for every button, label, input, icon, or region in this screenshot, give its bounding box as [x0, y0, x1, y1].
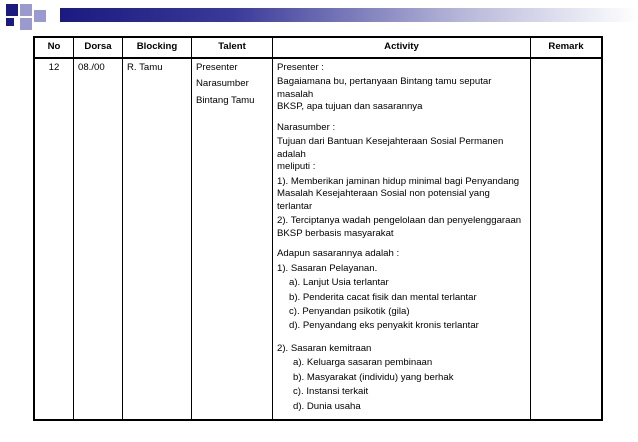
decor-square [6, 4, 18, 16]
sasaran-2-item: b). Masyarakat (individu) yang berhak [293, 371, 454, 383]
sasaran-intro: Adapun sasarannya adalah : [277, 248, 400, 260]
table-row [34, 58, 602, 420]
script-table [33, 36, 603, 421]
sasaran-2-item: c). Instansi terkait [293, 386, 369, 398]
sasaran-1-item: b). Penderita cacat fisik dan mental terlantar [289, 291, 477, 303]
header-blocking: Blocking [123, 37, 192, 58]
text-line: meliputi : [277, 161, 316, 173]
header-gradient-bar [60, 8, 638, 22]
decor-square [34, 10, 46, 22]
slide-header-band [0, 0, 638, 30]
narasumber-label: Narasumber : [277, 121, 336, 133]
talent-item: Bintang Tamu [196, 94, 255, 106]
sasaran-1-item: c). Penyandan psikotik (gila) [289, 305, 410, 317]
cell-no: 12 [34, 58, 74, 420]
talent-item: Presenter [196, 62, 238, 73]
tujuan-point-1 [277, 176, 526, 213]
text-line: Bagaiamana bu, pertanyaan Bintang tamu seputar masalah [277, 76, 492, 100]
text-line: Tujuan dari Bantuan Kesejahteraan Sosial Permanen adalah [277, 136, 504, 160]
cell-remark [531, 58, 603, 420]
header-dorsa: Dorsa [74, 37, 123, 58]
decor-square [20, 4, 32, 16]
decor-square [20, 18, 32, 30]
text-line: BKSP berbasis masyarakat [277, 227, 394, 239]
cell-blocking: R. Tamu [123, 58, 192, 420]
cell-talent [192, 58, 273, 420]
header-row [34, 37, 602, 58]
cell-dorsa: 08./00 [74, 58, 123, 420]
sasaran-2-item: d). Dunia usaha [293, 400, 361, 412]
text-line: 2). Terciptanya wadah pengelolaan dan penyelenggaraan [277, 215, 522, 227]
header-remark: Remark [531, 37, 603, 58]
cell-activity [273, 58, 531, 420]
presenter-text [277, 76, 526, 113]
text-line: 1). Memberikan jaminan hidup minimal bagi Penyandang [277, 175, 520, 187]
sasaran-1-item: d). Penyandang eks penyakit kronis terlantar [289, 320, 479, 332]
header-talent: Talent [192, 37, 273, 58]
talent-item: Narasumber [196, 78, 249, 90]
tujuan-text [277, 136, 526, 173]
text-line: Masalah Kesejahteraan Sosial non potensial yang terlantar [277, 188, 490, 212]
decor-square [6, 18, 14, 26]
header-activity: Activity [273, 37, 531, 58]
header-no: No [34, 37, 74, 58]
sasaran-2-item: a). Keluarga sasaran pembinaan [293, 357, 433, 369]
sasaran-2-title: 2). Sasaran kemitraan [277, 342, 372, 354]
tujuan-point-2 [277, 215, 526, 240]
text-line: BKSP, apa tujuan dan sasarannya [277, 101, 423, 113]
presenter-label: Presenter : [277, 62, 324, 73]
sasaran-1-title: 1). Sasaran Pelayanan. [277, 262, 378, 274]
sasaran-1-item: a). Lanjut Usia terlantar [289, 277, 389, 289]
